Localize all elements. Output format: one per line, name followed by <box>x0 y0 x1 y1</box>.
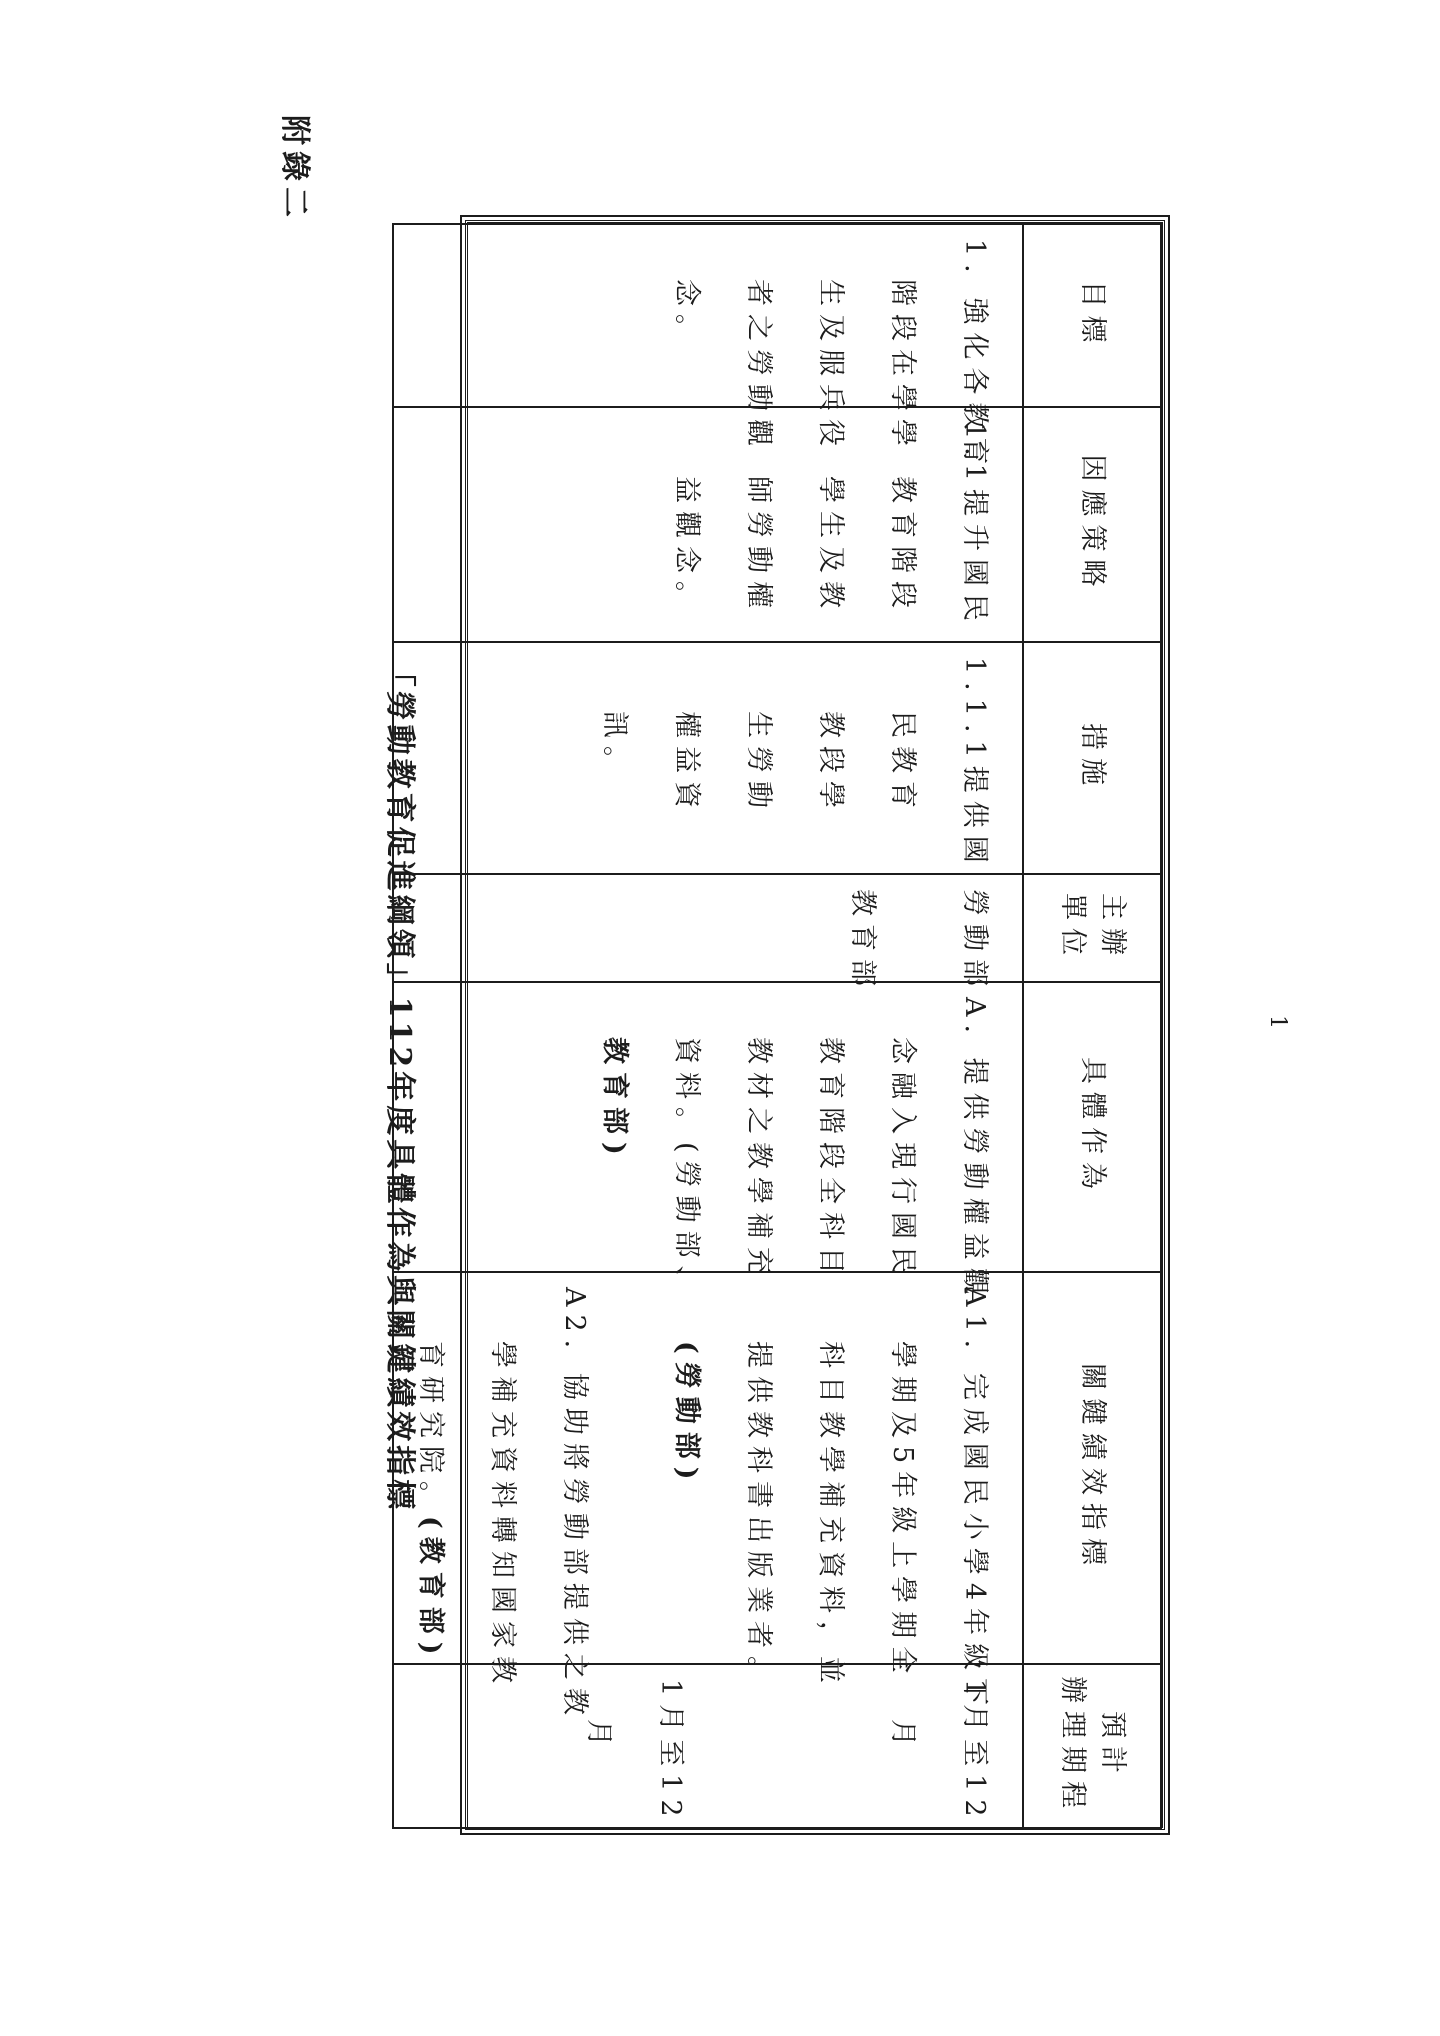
document-title: 「勞動教育促進綱領」112年度具體作為與關鍵績效指標 <box>382 656 417 1514</box>
action-line: 教育階段全科目 <box>815 1037 846 1282</box>
measure-line: 1.1.1提供國 <box>959 657 990 871</box>
measure-line: 權益資 <box>671 711 702 816</box>
kpi-table <box>415 220 1165 1830</box>
unit-education: 教育部 <box>847 889 878 994</box>
goal-line: 1. 強化各教育 <box>959 239 990 473</box>
kpi-a1-line: 科目教學補充資料，並 <box>815 1341 846 1691</box>
kpi-a2-line <box>394 1287 466 1663</box>
kpi-a2-line: 學補充資料轉知國家教 <box>487 1341 518 1691</box>
action-line: A. 提供勞動權益觀 <box>959 997 990 1303</box>
header-measure: 措施 <box>1023 642 1161 874</box>
measure-line: 訊。 <box>599 711 630 781</box>
cell-action <box>393 982 1023 1303</box>
header-kpi: 關鍵績效指標 <box>1023 1272 1161 1664</box>
cell-kpi <box>393 1272 1023 1723</box>
header-schedule-line-2: 辦理期程 <box>1057 1676 1088 1816</box>
kpi-a2-owner: (教育部) <box>415 1516 446 1663</box>
schedule-spacer <box>826 1679 866 1815</box>
measure-line: 生勞動 <box>743 711 774 816</box>
unit-spacer <box>898 889 938 969</box>
header-strategy: 因應策略 <box>1023 407 1161 642</box>
kpi-a1-line: 提供教科書出版業者。 <box>743 1341 774 1691</box>
measure-line: 教段學 <box>815 711 846 816</box>
cell-measure <box>393 642 1023 874</box>
table-header-row <box>1023 224 1161 1828</box>
strategy-line: 益觀念。 <box>671 476 702 616</box>
table-row <box>393 224 1023 1828</box>
strategy-line: 教育階段 <box>887 476 918 616</box>
schedule-spacer <box>786 1679 826 1815</box>
kpi-a1-line: A1. 完成國民小學4年級下 <box>959 1287 990 1714</box>
action-owner: 教育部) <box>599 1037 630 1163</box>
kpi-spacer <box>610 1287 650 1651</box>
header-schedule-line-1: 預計 <box>1097 1711 1128 1781</box>
action-line: 教材之教學補充 <box>743 1037 774 1282</box>
strategy-line: 師勞動權 <box>743 476 774 616</box>
unit-labor: 勞動部 <box>959 889 990 994</box>
goal-line: 念。 <box>671 279 702 349</box>
schedule-a2-line: 月 <box>583 1719 614 1754</box>
strategy-line: 學生及教 <box>815 476 846 616</box>
cell-strategy <box>393 407 1023 642</box>
action-line: 念融入現行國民 <box>887 1037 918 1282</box>
goal-line: 階段在學學 <box>887 279 918 454</box>
page-number: 1 <box>1265 1015 1290 1029</box>
schedule-spacer <box>706 1679 746 1815</box>
cell-unit <box>393 874 1023 994</box>
action-line: 資料。(勞動部、 <box>671 1037 702 1301</box>
kpi-a2-line: A2. 協助將勞動部提供之教 <box>559 1287 590 1723</box>
header-action: 具體作為 <box>1023 982 1161 1272</box>
goal-line: 生及服兵役 <box>815 279 846 454</box>
schedule-spacer <box>746 1679 786 1815</box>
cell-goal <box>393 224 1023 473</box>
schedule-a1-line: 1月至12 <box>959 1679 990 1825</box>
kpi-a2-text: 育研究院。 <box>415 1341 446 1516</box>
kpi-a1-line: 學期及5年級上學期全 <box>887 1341 918 1682</box>
header-unit-line-1: 主辦 <box>1097 893 1128 963</box>
header-unit <box>1023 874 1161 982</box>
goal-line: 者之勞動觀 <box>743 279 774 454</box>
schedule-a2-line: 1月至12 <box>655 1679 686 1825</box>
header-schedule <box>1023 1664 1161 1828</box>
header-unit-line-2: 單位 <box>1057 893 1088 963</box>
appendix-label: 附錄二 <box>277 115 312 223</box>
measure-line: 民教育 <box>887 711 918 816</box>
strategy-line: 1.1提升國民 <box>959 422 990 629</box>
kpi-a1-owner: (勞動部) <box>671 1341 702 1488</box>
header-goal: 目標 <box>1023 224 1161 407</box>
schedule-a1-line: 月 <box>887 1719 918 1754</box>
